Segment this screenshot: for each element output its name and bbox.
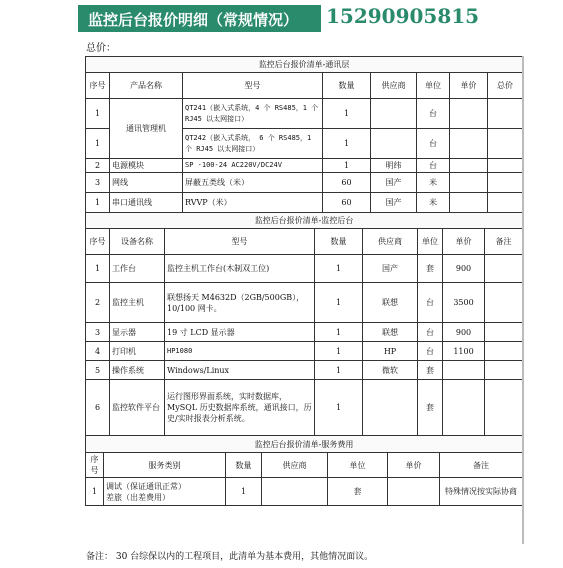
cell-unit: 套 xyxy=(418,380,443,436)
table-service-fees xyxy=(85,435,523,506)
cell-total xyxy=(488,193,523,213)
cell-vendor xyxy=(371,129,417,159)
col-header-unit: 单位 xyxy=(417,73,450,99)
table-communication-layer xyxy=(85,56,523,213)
col-header-no: 序号 xyxy=(86,73,110,99)
footer-note: 备注： 30 台综保以内的工程项目，此清单为基本费用，其他情况面议。 xyxy=(86,552,374,562)
cell-qty: 1 xyxy=(226,478,262,506)
col-header-qty: 数量 xyxy=(226,453,262,478)
col-header-category: 服务类别 xyxy=(104,453,226,478)
cell-remark xyxy=(485,323,523,342)
col-header-no: 序号 xyxy=(86,229,110,255)
table-row xyxy=(86,478,523,506)
cell-vendor: HP xyxy=(363,342,418,361)
cell-remark xyxy=(485,361,523,380)
col-header-model: 型号 xyxy=(183,73,323,99)
cell-total xyxy=(488,173,523,193)
col-header-unit: 单位 xyxy=(328,453,388,478)
cell-no: 6 xyxy=(86,380,110,436)
cell-model: 联想扬天 M4632D（2GB/500GB），10/100 网卡。 xyxy=(165,283,315,323)
cell-total xyxy=(488,129,523,159)
cell-model: 监控主机工作台(木制双工位) xyxy=(165,255,315,283)
cell-unit: 台 xyxy=(418,283,443,323)
col-header-unit: 单位 xyxy=(418,229,443,255)
cell-name: 通讯管理机 xyxy=(110,99,183,159)
col-header-no: 序号 xyxy=(86,453,104,478)
phone-number: 15290905815 xyxy=(326,4,480,28)
total-label: 总价： xyxy=(86,43,116,54)
cell-name: 操作系统 xyxy=(110,361,165,380)
cell-unit: 台 xyxy=(417,99,450,129)
category-line-debug: 调试（保证通讯正常） xyxy=(106,481,186,491)
cell-remark xyxy=(485,255,523,283)
cell-name: 电源模块 xyxy=(110,159,183,173)
col-header-qty: 数量 xyxy=(315,229,363,255)
category-line-travel: 差旅（出差费用） xyxy=(106,492,170,502)
col-header-vendor: 供应商 xyxy=(262,453,328,478)
table-row xyxy=(86,361,523,380)
cell-no: 3 xyxy=(86,323,110,342)
cell-price: 900 xyxy=(443,323,485,342)
cell-name: 网线 xyxy=(110,173,183,193)
cell-total xyxy=(488,99,523,129)
cell-price xyxy=(443,361,485,380)
cell-category xyxy=(104,478,226,506)
quote-sheet xyxy=(85,56,522,506)
cell-name: 工作台 xyxy=(110,255,165,283)
table-row xyxy=(86,193,523,213)
cell-qty: 1 xyxy=(315,323,363,342)
cell-model: HP1080 xyxy=(165,342,315,361)
cell-no: 1 xyxy=(86,99,110,129)
table-row xyxy=(86,99,523,129)
col-header-vendor: 供应商 xyxy=(371,73,417,99)
cell-qty: 1 xyxy=(323,129,371,159)
section-title: 监控后台报价清单-监控后台 xyxy=(86,213,523,229)
cell-no: 1 xyxy=(86,129,110,159)
cell-model: QT241（嵌入式系统，4 个 RS485，1 个 RJ45 以太网接口） xyxy=(183,99,323,129)
cell-unit: 套 xyxy=(418,361,443,380)
table-row xyxy=(86,255,523,283)
col-header-price: 单价 xyxy=(388,453,440,478)
cell-name: 串口通讯线 xyxy=(110,193,183,213)
cell-vendor: 微软 xyxy=(363,361,418,380)
col-header-name: 设备名称 xyxy=(110,229,165,255)
table-row xyxy=(86,342,523,361)
page-title: 监控后台报价明细（常规情况） xyxy=(88,11,299,29)
cell-total xyxy=(488,159,523,173)
title-banner xyxy=(78,5,321,32)
col-header-price: 单价 xyxy=(443,229,485,255)
cell-vendor: 联想 xyxy=(363,323,418,342)
cell-model: Windows/Linux xyxy=(165,361,315,380)
cell-unit: 套 xyxy=(418,255,443,283)
cell-qty: 1 xyxy=(315,380,363,436)
cell-price: 3500 xyxy=(443,283,485,323)
cell-model: 运行图形界面系统，实时数据库，MySQL 历史数据库系统，通讯接口，历史/实时报表分析系统。 xyxy=(165,380,315,436)
cell-vendor: 国产 xyxy=(371,173,417,193)
cell-unit: 台 xyxy=(417,159,450,173)
cell-no: 4 xyxy=(86,342,110,361)
cell-unit: 米 xyxy=(417,173,450,193)
cell-price xyxy=(450,159,488,173)
cell-qty: 1 xyxy=(323,159,371,173)
table-row xyxy=(86,159,523,173)
cell-unit: 米 xyxy=(417,193,450,213)
col-header-vendor: 供应商 xyxy=(363,229,418,255)
page-edge-shadow xyxy=(522,56,524,544)
cell-price xyxy=(450,99,488,129)
cell-no: 3 xyxy=(86,173,110,193)
section-title: 监控后台报价清单-通讯层 xyxy=(86,57,523,73)
cell-vendor: 联想 xyxy=(363,283,418,323)
cell-remark xyxy=(485,380,523,436)
cell-vendor xyxy=(371,99,417,129)
col-header-price: 单价 xyxy=(450,73,488,99)
cell-unit: 套 xyxy=(328,478,388,506)
table-row xyxy=(86,173,523,193)
cell-unit: 台 xyxy=(418,342,443,361)
table-row xyxy=(86,323,523,342)
cell-qty: 1 xyxy=(315,342,363,361)
cell-model: RVVP（米） xyxy=(183,193,323,213)
cell-name: 显示器 xyxy=(110,323,165,342)
cell-no: 1 xyxy=(86,193,110,213)
cell-price xyxy=(450,193,488,213)
cell-remark: 特殊情况按实际协商 xyxy=(440,478,523,506)
cell-model: 19 寸 LCD 显示器 xyxy=(165,323,315,342)
cell-qty: 60 xyxy=(323,173,371,193)
cell-model: SP -100-24 AC220V/DC24V xyxy=(183,159,323,173)
cell-price xyxy=(443,380,485,436)
col-header-total: 总价 xyxy=(488,73,523,99)
section-title: 监控后台报价清单-服务费用 xyxy=(86,436,523,453)
cell-remark xyxy=(485,283,523,323)
col-header-model: 型号 xyxy=(165,229,315,255)
cell-vendor: 国产 xyxy=(363,255,418,283)
cell-price xyxy=(450,173,488,193)
cell-qty: 60 xyxy=(323,193,371,213)
cell-vendor xyxy=(262,478,328,506)
cell-price xyxy=(450,129,488,159)
cell-unit: 台 xyxy=(417,129,450,159)
cell-no: 1 xyxy=(86,255,110,283)
cell-vendor xyxy=(363,380,418,436)
cell-no: 5 xyxy=(86,361,110,380)
cell-remark xyxy=(485,342,523,361)
cell-vendor: 明纬 xyxy=(371,159,417,173)
cell-name: 监控主机 xyxy=(110,283,165,323)
cell-no: 2 xyxy=(86,283,110,323)
cell-price xyxy=(388,478,440,506)
cell-vendor: 国产 xyxy=(371,193,417,213)
col-header-remark: 备注 xyxy=(440,453,523,478)
cell-no: 2 xyxy=(86,159,110,173)
cell-unit: 台 xyxy=(418,323,443,342)
cell-name: 监控软件平台 xyxy=(110,380,165,436)
cell-qty: 1 xyxy=(323,99,371,129)
cell-no: 1 xyxy=(86,478,104,506)
cell-name: 打印机 xyxy=(110,342,165,361)
col-header-name: 产品名称 xyxy=(110,73,183,99)
cell-qty: 1 xyxy=(315,255,363,283)
cell-model: QT242（嵌入式系统， 6 个 RS485，1 个 RJ45 以太网接口） xyxy=(183,129,323,159)
cell-qty: 1 xyxy=(315,283,363,323)
cell-price: 900 xyxy=(443,255,485,283)
table-monitoring-backend xyxy=(85,212,523,436)
table-row xyxy=(86,283,523,323)
table-row xyxy=(86,380,523,436)
cell-model: 屏蔽五类线（米） xyxy=(183,173,323,193)
col-header-remark: 备注 xyxy=(485,229,523,255)
cell-qty: 1 xyxy=(315,361,363,380)
col-header-qty: 数量 xyxy=(323,73,371,99)
cell-price: 1100 xyxy=(443,342,485,361)
